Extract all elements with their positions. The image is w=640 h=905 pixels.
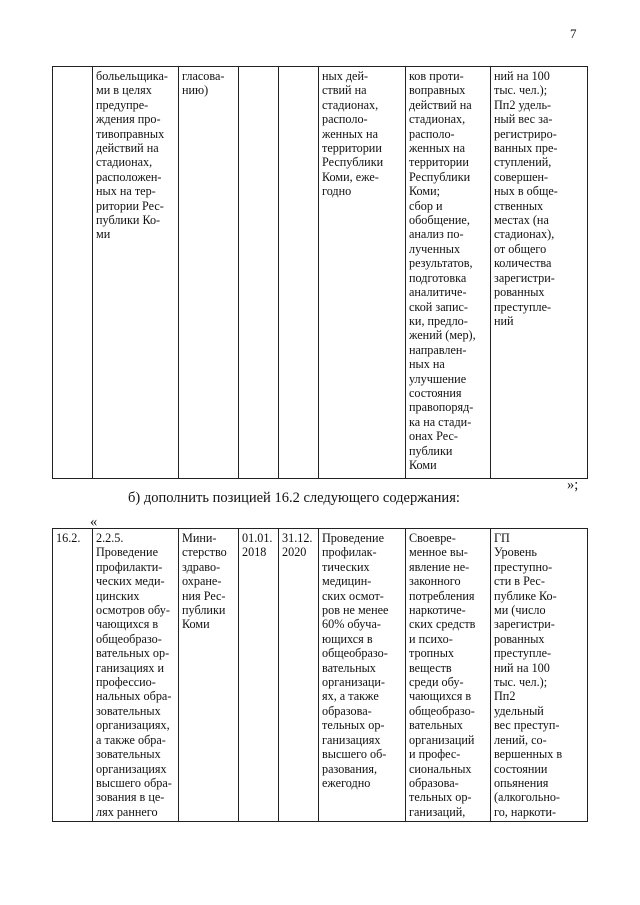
table-cell [239, 67, 279, 479]
page-number: 7 [570, 26, 577, 41]
table-cell: ков проти- воправных действий на стадионах, располо- женных на территории Республики Коми; сбор и обобщение, анализ по- лученных результатов, подготовка аналитиче- ской запис- ки, предло- жений (мер), направлен- ных на улучшение состояния правопоряд- ка на стади- онах Рес- публики Коми [406, 67, 491, 479]
table-row [53, 529, 588, 822]
table-cell: ГП Уровень преступно- сти в Рес- публике Ко- ми (число зарегистри- рованных преступле- ний на 100 тыс. чел.); Пп2 удельный вес преступ- лений, со- вершенных в состоянии опьянения (алкогольно- го, наркоти- [491, 529, 588, 822]
table-cell: 2.2.5. Проведение профилакти- ческих меди- цинских осмотров обу- чающихся в общеобразо- вательных ор- ганизациях и профессио- нальных обра- зовательных организациях, а также обра- зовательных организациях высшего обра- зования в це- лях раннего [93, 529, 179, 822]
table-cell: 01.01. 2018 [239, 529, 279, 822]
instruction-text: б) дополнить позицией 16.2 следующего содержания: [128, 490, 460, 506]
table-cell: гласова- нию) [179, 67, 239, 479]
table-cell: ных дей- ствий на стадионах, располо- женных на территории Республики Коми, еже- годно [319, 67, 406, 479]
table-cell: ний на 100 тыс. чел.); Пп2 удель- ный вес за- регистриро- ванных пре- ступлений, совершен- ных в обще- ственных местах (на стадионах), от общего количества зарегистри- рованных преступле- ний [491, 67, 588, 479]
table-cell: 31.12. 2020 [279, 529, 319, 822]
table-cell [279, 67, 319, 479]
closing-quote: »; [567, 477, 579, 493]
table-row [53, 67, 588, 479]
table-cell: Проведение профилак- тических медицин- ских осмот- ров не менее 60% обуча- ющихся в общеобразо- вательных организаци- ях, а также образова- тельных ор- ганизациях высшего об- разования, ежегодно [319, 529, 406, 822]
table-cell: Своевре- менное вы- явление не- законного потребления наркотиче- ских средств и психо- тропных веществ среди обу- чающихся в общеобразо- вательных организаций и профес- сиональных образова- тельных ор- ганизаций, [406, 529, 491, 822]
table-top-continuation [52, 66, 588, 479]
table-cell: Мини- стерство здраво- охране- ния Рес- публики Коми [179, 529, 239, 822]
table-position-16-2 [52, 528, 588, 822]
opening-quote: « [90, 514, 98, 530]
table-cell: больельщика- ми в целях предупре- ждения про- тивоправных действий на стадионах, расположен- ных на тер- ритории Рес- публики Ко- ми [93, 67, 179, 479]
table-cell [53, 67, 93, 479]
table-cell: 16.2. [53, 529, 93, 822]
